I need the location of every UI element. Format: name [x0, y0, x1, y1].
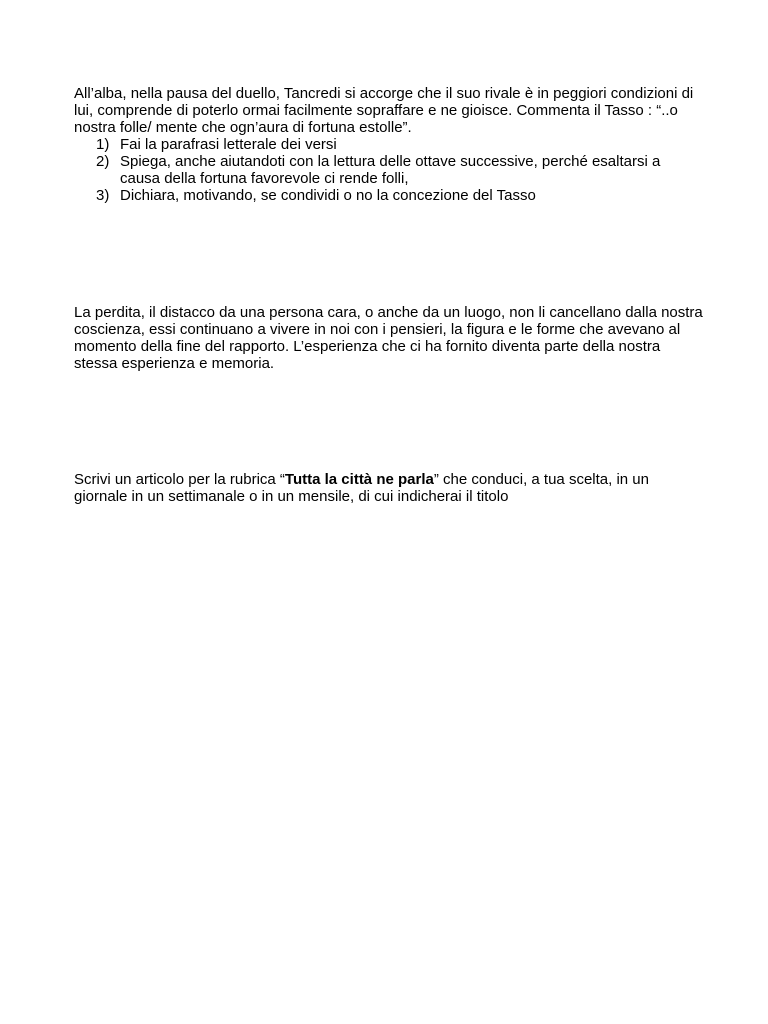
- section-articolo: [74, 471, 704, 505]
- list-item-text: Fai la parafrasi letterale dei versi: [120, 136, 337, 153]
- list-item-number: 2): [96, 153, 110, 170]
- list-item-text: Spiega, anche aiutandoti con la lettura delle ottave successive, perché esaltarsi a causa della fortuna favorevole ci rende folli,: [120, 153, 661, 187]
- perdita-paragraph: La perdita, il distacco da una persona cara, o anche da un luogo, non li cancellano dalla nostra coscienza, essi continuano a vivere in noi con i pensieri, la figura e le forme che avevano al momento della fine del rapporto. L’esperienza che ci ha fornito diventa parte della nostra stessa esperienza e memoria.: [74, 304, 703, 372]
- tasso-questions-list: [74, 136, 694, 204]
- section-tasso: [74, 85, 694, 204]
- rubrica-title: Tutta la città ne parla: [284, 471, 434, 488]
- list-item: [74, 153, 694, 187]
- articolo-paragraph: [74, 471, 704, 505]
- list-item: [74, 187, 694, 204]
- articolo-text-before: Scrivi un articolo per la rubrica “: [74, 471, 285, 488]
- section-perdita: [74, 304, 704, 372]
- articolo-text-after: ” che conduci, a tua scelta, in un giornale in un settimanale o in un mensile, di cui indicherai il titolo: [74, 471, 649, 505]
- list-item-number: 3): [96, 187, 110, 204]
- tasso-intro-paragraph: All’alba, nella pausa del duello, Tancredi si accorge che il suo rivale è in peggiori condizioni di lui, comprende di poterlo ormai facilmente sopraffare e ne gioisce. Commenta il Tasso : “..o nostra folle/ mente che ogn’aura di fortuna estolle”.: [74, 85, 694, 136]
- list-item-text: Dichiara, motivando, se condividi o no la concezione del Tasso: [120, 187, 536, 204]
- list-item: [74, 136, 694, 153]
- list-item-number: 1): [96, 136, 110, 153]
